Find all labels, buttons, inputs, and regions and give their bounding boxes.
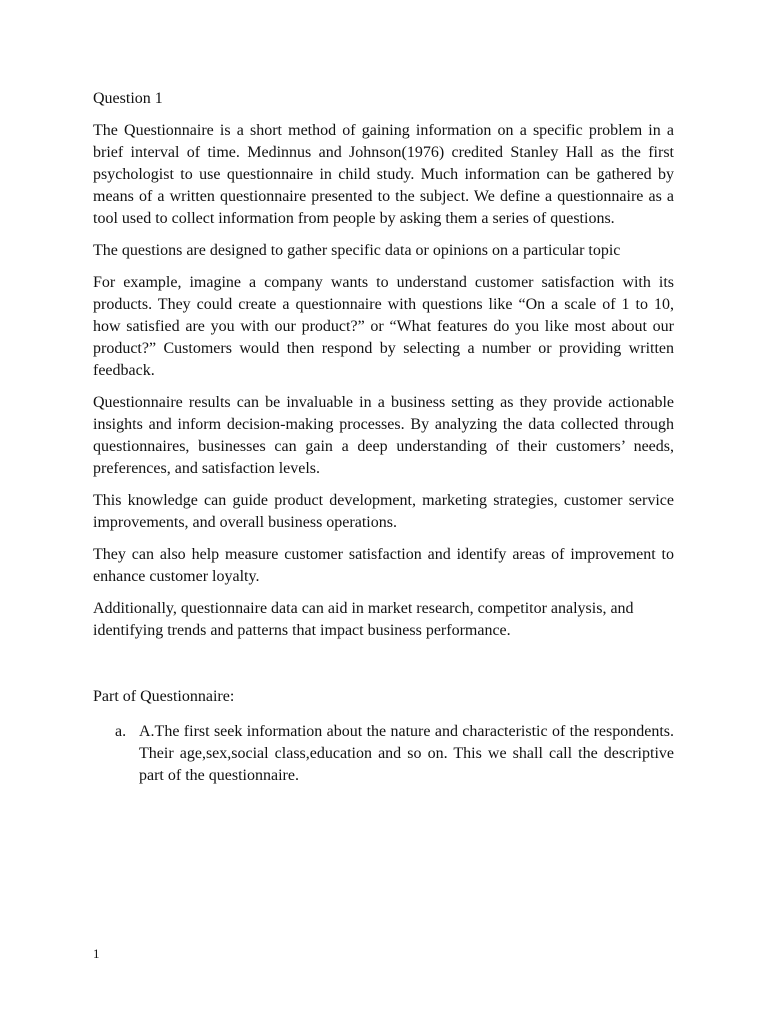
list-item-text: A.The first seek information about the nature and characteristic of the respondents. Their age,sex,social class,education and so on. This we shall call the descriptive part of the questionnaire. (139, 723, 674, 784)
paragraph-loyalty: They can also help measure customer satisfaction and identify areas of improvement to enhance customer loyalty. (93, 546, 674, 585)
question-heading: Question 1 (93, 90, 163, 107)
section-title: Part of Questionnaire: (93, 688, 235, 705)
paragraph-market-research: Additionally, questionnaire data can aid in market research, competitor analysis, and identifying trends and patterns that impact business performance. (93, 600, 634, 639)
paragraph-definition: The Questionnaire is a short method of gaining information on a specific problem in a brief interval of time. Medinnus and Johnson(1976) credited Stanley Hall as the first psychologist to use questionnaire in child study. Much information can be gathered by means of a written questionnaire presented to the subject. We define a questionnaire as a tool used to collect information from people by asking them a series of questions. (93, 122, 674, 227)
document-page (93, 88, 674, 787)
section-spacer (93, 652, 674, 686)
page-number: 1 (93, 946, 100, 961)
paragraph-guidance: This knowledge can guide product development, marketing strategies, customer service improvements, and overall business operations. (93, 492, 674, 531)
paragraph-business-value: Questionnaire results can be invaluable in a business setting as they provide actionable insights and inform decision-making processes. By analyzing the data collected through questionnaires, businesses can gain a deep understanding of their customers’ needs, preferences, and satisfaction levels. (93, 394, 674, 477)
list-marker: a. (115, 723, 127, 740)
paragraph-purpose: The questions are designed to gather specific data or opinions on a particular topic (93, 242, 621, 259)
paragraph-example: For example, imagine a company wants to understand customer satisfaction with its products. They could create a questionnaire with questions like “On a scale of 1 to 10, how satisfied are you with our product?” or “What features do you like most about our product?” Customers would then respond by selecting a number or providing written feedback. (93, 274, 674, 379)
list-item (115, 721, 674, 787)
